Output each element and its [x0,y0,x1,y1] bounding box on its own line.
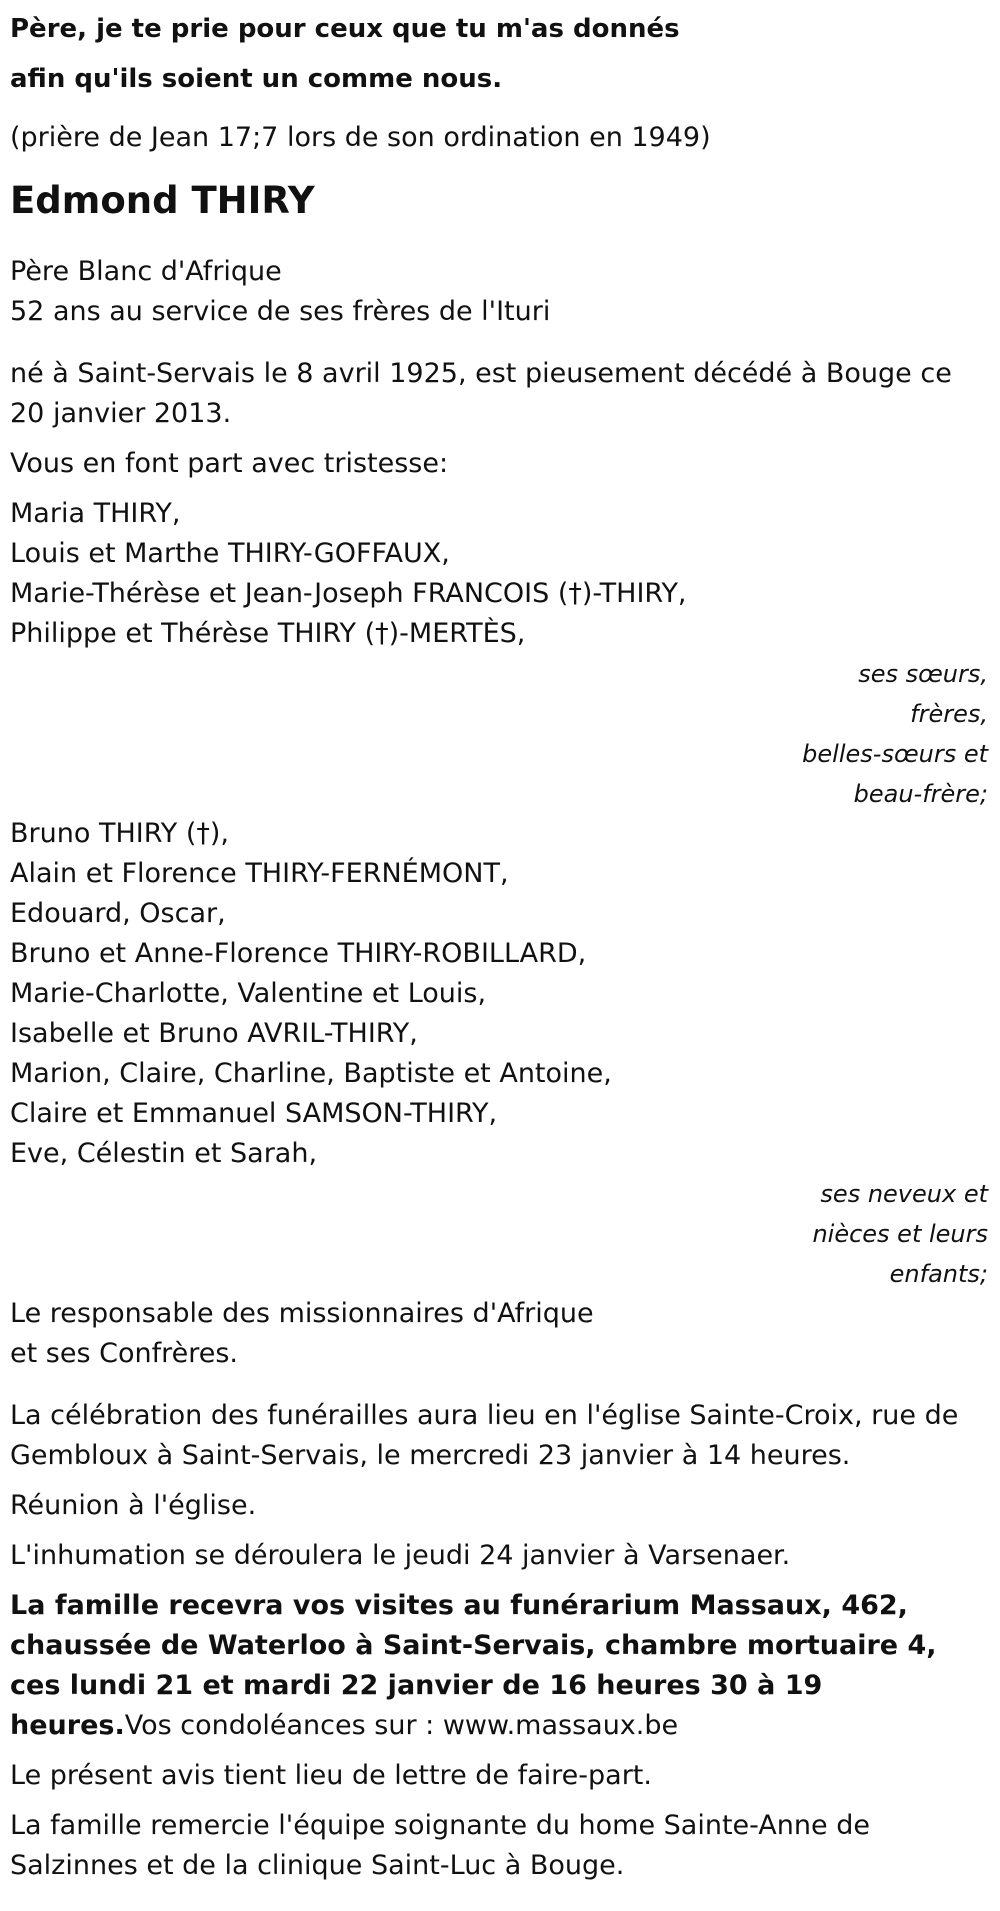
burial-text: L'inhumation se déroulera le jeudi 24 janvier à Varsenaer. [10,1540,791,1571]
family-line: Isabelle et Bruno AVRIL-THIRY, [10,1018,418,1049]
confreres [10,1294,988,1374]
funeral-text: La célébration des funérailles aura lieu en l'église Sainte-Croix, rue de Gembloux à Saint-Servais, le mercredi 23 janvier à 14 heures. [10,1400,959,1471]
confreres-line-1: Le responsable des missionnaires d'Afrique [10,1298,594,1329]
family-line: Bruno THIRY (†), [10,818,229,849]
family-line: Marion, Claire, Charline, Baptiste et Antoine, [10,1058,612,1089]
family-line: Eve, Célestin et Sarah, [10,1138,318,1169]
role [10,252,988,332]
family-line: Alain et Florence THIRY-FERNÉMONT, [10,858,509,889]
relation-line: ses sœurs, frères, [858,660,988,728]
family-group-2 [10,814,988,1174]
relation-line: enfants; [889,1260,988,1288]
epigraph-line-2: afin qu'ils soient un comme nous. [10,64,503,94]
role-line-1: Père Blanc d'Afrique [10,256,282,287]
family-line: Bruno et Anne-Florence THIRY-ROBILLARD, [10,938,587,969]
relation-line: nièces et leurs [812,1220,988,1248]
epigraph [10,4,988,104]
announce-text: Vous en font part avec tristesse: [10,448,449,479]
epigraph-line-1: Père, je te prie pour ceux que tu m'as donnés [10,14,680,44]
visits-text [10,1586,988,1746]
relation-siblings [788,654,988,814]
family-group-1 [10,494,988,654]
family-line: Philippe et Thérèse THIRY (†)-MERTÈS, [10,618,526,649]
relation-line: belles-sœurs et [802,740,988,768]
family-line: Maria THIRY, [10,498,181,529]
family-line: Marie-Thérèse et Jean-Joseph FRANCOIS (†)-THIRY, [10,578,687,609]
relation-line: beau-frère; [853,780,988,808]
visits-condolences: Vos condoléances sur : www.massaux.be [124,1710,679,1741]
family-line: Claire et Emmanuel SAMSON-THIRY, [10,1098,498,1129]
thanks-text: La famille remercie l'équipe soignante du home Sainte-Anne de Salzinnes et de la clinique Saint-Luc à Bouge. [10,1810,870,1881]
confreres-line-2: et ses Confrères. [10,1338,238,1369]
visits-bold: La famille recevra vos visites au funérarium Massaux, 462, chaussée de Waterloo à Saint-Servais, chambre mortuaire 4, ces lundi 21 et mardi 22 janvier de 16 heures 30 à 19 heures. [10,1590,937,1741]
relation-line: ses neveux et [820,1180,988,1208]
family-line: Louis et Marthe THIRY-GOFFAUX, [10,538,450,569]
birth-death-text: né à Saint-Servais le 8 avril 1925, est pieusement décédé à Bouge ce 20 janvier 2013. [10,358,952,429]
notice-text: Le présent avis tient lieu de lettre de faire-part. [10,1760,652,1791]
relation-nephews [788,1174,988,1294]
deceased-name: Edmond THIRY [10,179,315,222]
family-line: Marie-Charlotte, Valentine et Louis, [10,978,487,1009]
citation: (prière de Jean 17;7 lors de son ordination en 1949) [10,122,711,153]
meeting-text: Réunion à l'église. [10,1490,257,1521]
role-line-2: 52 ans au service de ses frères de l'Ituri [10,296,551,327]
family-line: Edouard, Oscar, [10,898,226,929]
